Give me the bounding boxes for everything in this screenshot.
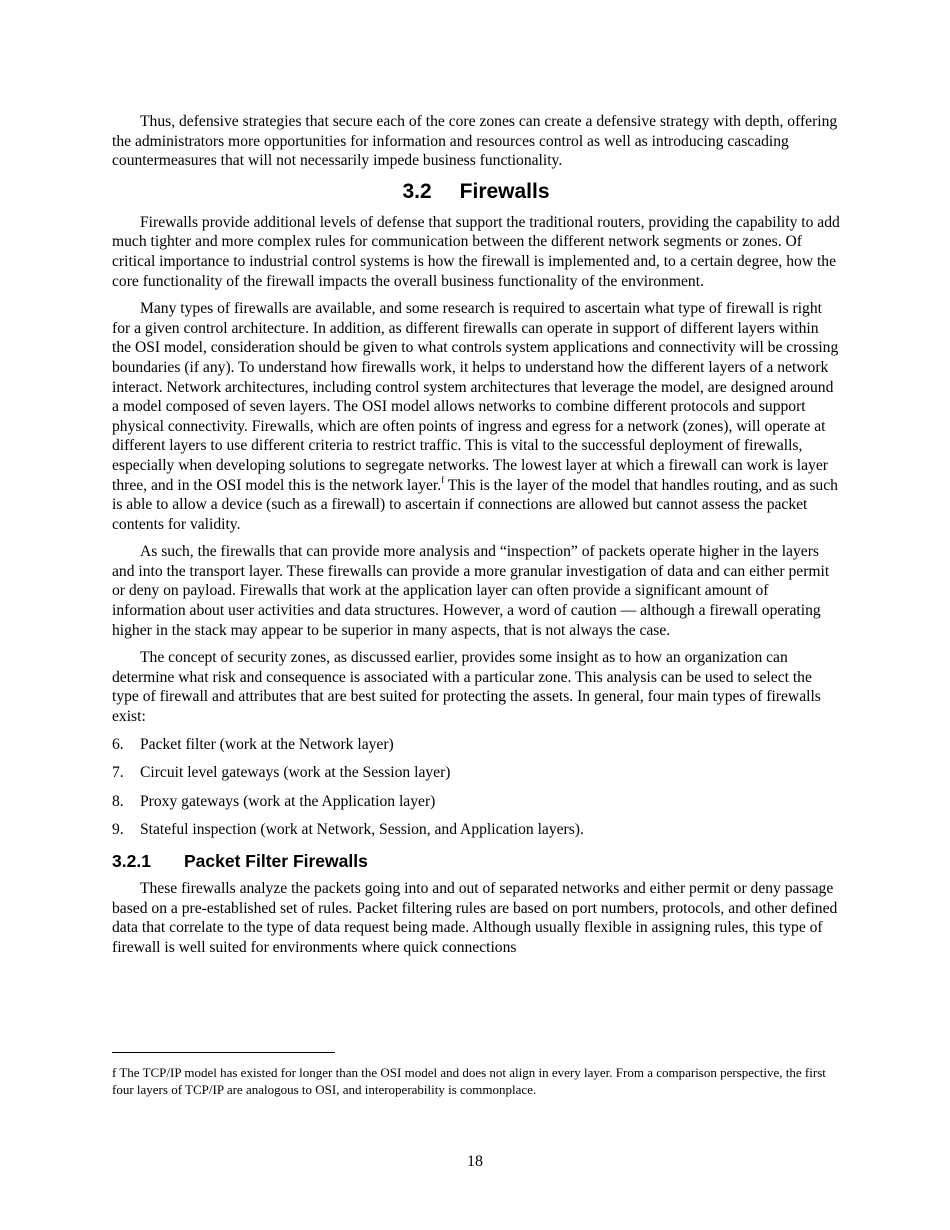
footnote: f The TCP/IP model has existed for longer than the OSI model and does not align in every layer. From a comparison perspective, the first four layers of TCP/IP are analogous to OSI, and interoperability is commonplace. bbox=[112, 1065, 826, 1097]
list-item bbox=[112, 763, 840, 783]
subsection-title: Packet Filter Firewalls bbox=[184, 851, 368, 871]
subsection-heading bbox=[112, 849, 840, 873]
list-item-number: 6. bbox=[112, 735, 124, 753]
list-item bbox=[112, 735, 840, 755]
osi-paragraph-text: Many types of firewalls are available, and some research is required to ascertain what type of firewall is right for a given control architecture. In addition, as different firewalls can operate in support of different layers within the OSI model, consideration should be given to what controls system applications and connectivity will be crossing boundaries (if any). To understand how firewalls work, it helps to understand how the different layers of a network interact. Network architectures, including control system architectures that leverage the model, are designed around a model composed of seven layers. The OSI model allows networks to combine different protocols and support physical connectivity. Firewalls, which are often points of ingress and egress for a network (zones), will operate at different layers to use different criteria to restrict traffic. This is vital to the successful deployment of firewalls, especially when developing solutions to segregate networks. The lowest layer at which a firewall can work is layer three, and in the OSI model this is the network layer. bbox=[112, 300, 839, 494]
list-item-text: Circuit level gateways (work at the Session layer) bbox=[140, 764, 451, 782]
list-item-number: 8. bbox=[112, 792, 124, 810]
list-item-number: 9. bbox=[112, 821, 124, 839]
page-number: 18 bbox=[467, 1153, 483, 1170]
section-heading bbox=[112, 179, 840, 205]
list-item-text: Stateful inspection (work at Network, Session, and Application layers). bbox=[140, 821, 584, 839]
osi-paragraph bbox=[112, 299, 840, 534]
firewall-types-list bbox=[112, 735, 840, 840]
list-item bbox=[112, 792, 840, 812]
page-body bbox=[112, 112, 840, 965]
security-zones-paragraph: The concept of security zones, as discussed earlier, provides some insight as to how an organization can determine what risk and consequence is associated with a particular zone. This analysis can be used to select the type of firewall and attributes that are best suited for protecting the assets. In general, four main types of firewalls exist: bbox=[112, 649, 821, 726]
list-item-number: 7. bbox=[112, 764, 124, 782]
packet-filter-paragraph: These firewalls analyze the packets going into and out of separated networks and either permit or deny passage based on a pre-established set of rules. Packet filtering rules are based on port numbers, protocols, and other defined data that correlate to the type of data request being made. Although usually flexible in assigning rules, this type of firewall is well suited for environments where quick connections bbox=[112, 880, 838, 956]
footnote-divider bbox=[112, 1052, 335, 1053]
footnote-marker[interactable]: f bbox=[441, 474, 445, 485]
intro-paragraph: Thus, defensive strategies that secure each of the core zones can create a defensive strategy with depth, offering the administrators more opportunities for information and resources control as well as introducing cascading countermeasures that will not necessarily impede business functionality. bbox=[112, 113, 838, 170]
list-item-text: Proxy gateways (work at the Application layer) bbox=[140, 792, 436, 810]
osi-paragraph-text-continued: This is the layer of the model that handles routing, and as such is able to allow a device (such as a firewall) to ascertain if connections are allowed but cannot assess the packet contents for validity. bbox=[112, 476, 838, 533]
inspection-paragraph: As such, the firewalls that can provide more analysis and “inspection” of packets operate higher in the layers and into the transport layer. These firewalls can provide a more granular investigation of data and can either permit or deny on payload. Firewalls that work at the application layer can often provide a significant amount of information about user activities and data structures. However, a word of caution — although a firewall operating higher in the stack may appear to be superior in many aspects, that is not always the case. bbox=[112, 543, 830, 639]
list-item bbox=[112, 820, 840, 840]
firewalls-paragraph-1: Firewalls provide additional levels of defense that support the traditional routers, providing the capability to add much tighter and more complex rules for communication between the different network segments or zones. Of critical importance to industrial control systems is how the firewall is implemented and, to a certain degree, how the core functionality of the firewall impacts the overall business functionality of the environment. bbox=[112, 213, 840, 290]
subsection-number: 3.2.1 bbox=[112, 851, 151, 871]
list-item-text: Packet filter (work at the Network layer) bbox=[140, 735, 394, 753]
section-title: Firewalls bbox=[459, 179, 550, 203]
section-number: 3.2 bbox=[402, 179, 432, 203]
